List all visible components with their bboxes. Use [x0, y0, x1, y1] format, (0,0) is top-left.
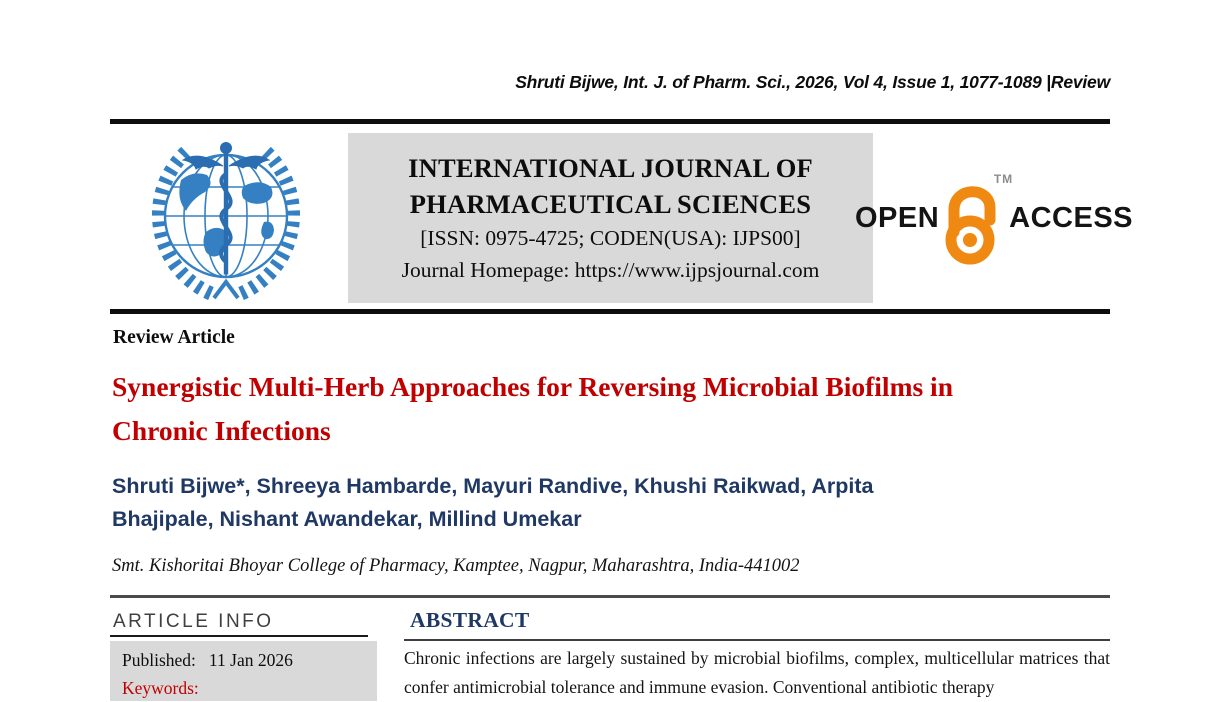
header-bottom-rule	[110, 309, 1110, 314]
journal-logo	[116, 131, 336, 305]
open-access-logo	[854, 133, 1134, 303]
affiliation-line: Smt. Kishoritai Bhoyar College of Pharmacy, Kamptee, Nagpur, Maharashtra, India-441002	[112, 556, 800, 576]
abstract-text: Chronic infections are largely sustained by microbial biofilms, complex, multicellular matrices that confer antimicrobial tolerance and immune evasion. Conventional antibiotic therapy	[404, 648, 1110, 697]
authors-line1: Shruti Bijwe*, Shreeya Hambarde, Mayuri Randive, Khushi Raikwad, Arpita	[112, 474, 874, 498]
journal-title-line1: INTERNATIONAL JOURNAL OF	[408, 153, 813, 183]
published-row	[122, 646, 365, 674]
authors-line	[112, 470, 1072, 536]
journal-homepage-link[interactable]: Journal Homepage: https://www.ijpsjournal.com	[401, 258, 820, 282]
journal-header-box	[348, 133, 873, 303]
open-access-open-label: OPEN	[854, 201, 940, 234]
article-info-panel	[110, 641, 377, 701]
article-type-label: Review Article	[113, 327, 235, 348]
abstract-underline	[404, 639, 1110, 641]
running-head: Shruti Bijwe, Int. J. of Pharm. Sci., 2026, Vol 4, Issue 1, 1077-1089 |Review	[515, 72, 1110, 92]
caduceus-globe-wreath-logo-icon	[120, 130, 332, 307]
article-title-line1: Synergistic Multi-Herb Approaches for Reversing Microbial Biofilms in	[112, 371, 953, 402]
issn-coden-line: [ISSN: 0975-4725; CODEN(USA): IJPS00]	[420, 226, 801, 250]
keywords-label: Keywords:	[122, 678, 199, 698]
published-label: Published:	[122, 650, 196, 670]
article-info-heading: ARTICLE INFO	[113, 611, 274, 632]
section-divider-rule	[110, 595, 1110, 598]
authors-line2: Bhajipale, Nishant Awandekar, Millind Umekar	[112, 507, 582, 531]
abstract-heading: ABSTRACT	[410, 608, 530, 632]
top-divider-rule	[110, 119, 1110, 124]
article-title-line2: Chronic Infections	[112, 415, 331, 446]
trademark-mark: TM	[993, 172, 1014, 186]
published-date: 11 Jan 2026	[208, 650, 293, 670]
article-title	[112, 365, 1132, 453]
journal-title-line2: PHARMACEUTICAL SCIENCES	[409, 189, 812, 219]
article-info-underline	[110, 635, 368, 637]
open-access-access-label: ACCESS	[1009, 201, 1134, 234]
